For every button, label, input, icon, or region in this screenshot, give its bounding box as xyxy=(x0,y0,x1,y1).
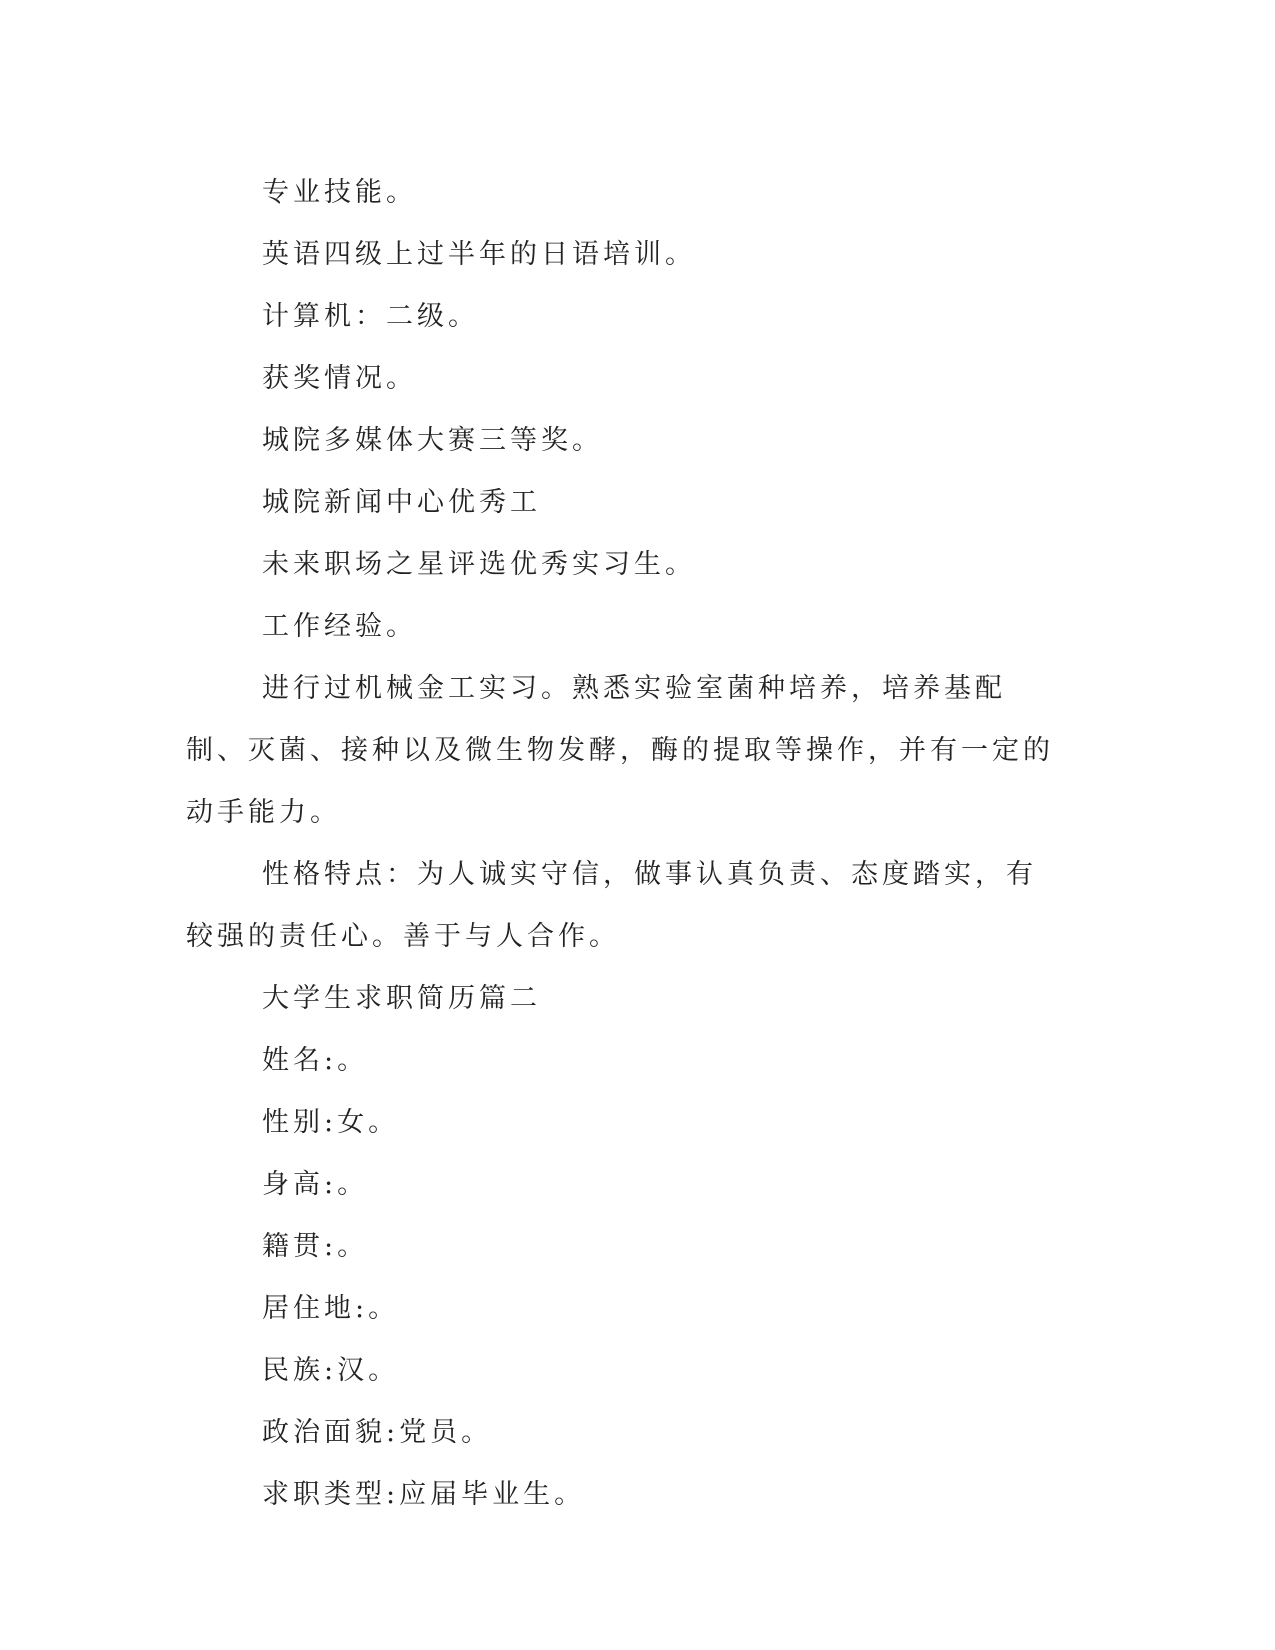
paragraph-award-multimedia: 城院多媒体大赛三等奖。 xyxy=(262,425,603,456)
section-heading-skills: 专业技能。 xyxy=(262,177,417,208)
paragraph-award-future-star: 未来职场之星评选优秀实习生。 xyxy=(262,549,696,580)
section-heading-awards: 获奖情况。 xyxy=(262,363,417,394)
document-body xyxy=(186,162,1066,1526)
paragraph-award-news-center: 城院新闻中心优秀工 xyxy=(262,487,541,518)
field-native-place: 籍贯:。 xyxy=(262,1231,369,1262)
paragraph-personality: 性格特点：为人诚实守信，做事认真负责、态度踏实，有较强的责任心。善于与人合作。 xyxy=(186,859,1037,952)
field-height: 身高:。 xyxy=(262,1169,369,1200)
paragraph-computer: 计算机：二级。 xyxy=(262,301,479,332)
paragraph-english: 英语四级上过半年的日语培训。 xyxy=(262,239,696,270)
field-job-type: 求职类型:应届毕业生。 xyxy=(262,1479,586,1510)
field-ethnicity: 民族:汉。 xyxy=(262,1355,400,1386)
field-gender: 性别:女。 xyxy=(262,1107,400,1138)
section-heading-resume-two: 大学生求职简历篇二 xyxy=(262,983,541,1014)
field-residence: 居住地:。 xyxy=(262,1293,400,1324)
paragraph-experience: 进行过机械金工实习。熟悉实验室菌种培养，培养基配制、灭菌、接种以及微生物发酵，酶的提取等操作，并有一定的动手能力。 xyxy=(186,673,1054,828)
section-heading-experience: 工作经验。 xyxy=(262,611,417,642)
field-political-status: 政治面貌:党员。 xyxy=(262,1417,493,1448)
field-name: 姓名:。 xyxy=(262,1045,369,1076)
